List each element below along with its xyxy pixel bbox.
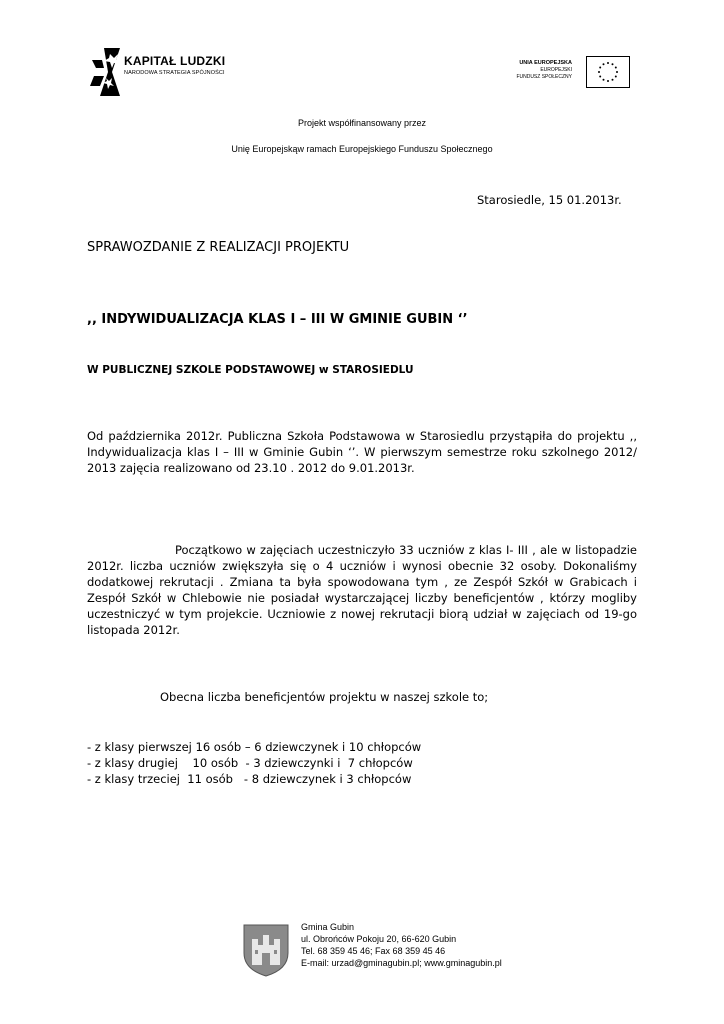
footer-email: E-mail: urzad@gminagubin.pl; www.gminagubin.pl <box>301 958 502 968</box>
eu-logo <box>510 56 630 92</box>
cofinanced-line-1: Projekt współfinansowany przez <box>297 118 427 128</box>
list-item: - z klasy trzeciej 11 osób - 8 dziewczynek i 3 chłopców <box>87 772 412 786</box>
kapital-ludzki-logo <box>90 46 250 98</box>
footer-phone: Tel. 68 359 45 46; Fax 68 359 45 46 <box>301 946 446 956</box>
eu-logo-text <box>516 60 572 81</box>
list-item: - z klasy drugiej 10 osób - 3 dziewczynki i 7 chłopców <box>87 756 413 770</box>
document-date: Starosiedle, 15 01.2013r. <box>477 193 622 207</box>
gubin-crest-icon <box>242 923 290 977</box>
footer-name: Gmina Gubin <box>301 922 355 932</box>
eu-line-1: UNIA EUROPEJSKA <box>519 60 572 66</box>
project-name: ,, INDYWIDUALIZACJA KLAS I – III W GMINIE GUBIN ‘’ <box>87 312 468 327</box>
kapital-ludzki-logo-icon <box>90 46 122 98</box>
beneficiaries-list <box>87 739 421 787</box>
paragraph-participants: Początkowo w zajęciach uczestniczyło 33 uczniów z klas I- III , ale w listopadzie 2012r. liczba uczniów zwiększyła się o 4 uczniów i wynosi obecnie 32 osoby. Dokonaliśmy dodatkowej rekrutacji . Zmiana ta była spowodowana tym , ze Zespół Szkół w Grabicach i Zespół Szkół w Chlebowie nie posiadał wystarczającej liczby beneficjentów , którzy mogliby uczestniczyć w tym projekcie. Uczniowie z nowej rekrutacji biorą udział w zajęciach od 19-go listopada 2012r. <box>87 543 637 637</box>
eu-line-2: EUROPEJSKI <box>540 67 572 73</box>
eu-line-3: FUNDUSZ SPOŁECZNY <box>516 74 572 80</box>
list-item: - z klasy pierwszej 16 osób – 6 dziewczynek i 10 chłopców <box>87 740 422 754</box>
paragraph-beneficiaries: Obecna liczba beneficjentów projektu w naszej szkole to; <box>160 690 489 704</box>
kapital-ludzki-title: KAPITAŁ LUDZKI <box>124 54 226 68</box>
paragraph-intro: Od października 2012r. Publiczna Szkoła Podstawowa w Starosiedlu przystąpiła do projektu ,, Indywidualizacja klas I – III w Gminie Gubin ‘’. W pierwszym semestrze roku szkolnego 2012/ 2013 zajęcia realizowano od 23.10 . 2012 do 9.01.2013r. <box>87 429 637 475</box>
report-title: SPRAWOZDANIE Z REALIZACJI PROJEKTU <box>87 240 350 255</box>
kapital-ludzki-subtitle: NARODOWA STRATEGIA SPÓJNOŚCI <box>124 70 225 76</box>
eu-flag-icon <box>586 56 630 88</box>
footer-address: ul. Obrońców Pokoju 20, 66-620 Gubin <box>301 934 457 944</box>
footer-contact <box>301 921 502 969</box>
school-name: W PUBLICZNEJ SZKOLE PODSTAWOWEJ w STAROSIEDLU <box>87 364 414 376</box>
cofinanced-line-2: Unię Europejskąw ramach Europejskiego Funduszu Społecznego <box>231 144 493 154</box>
